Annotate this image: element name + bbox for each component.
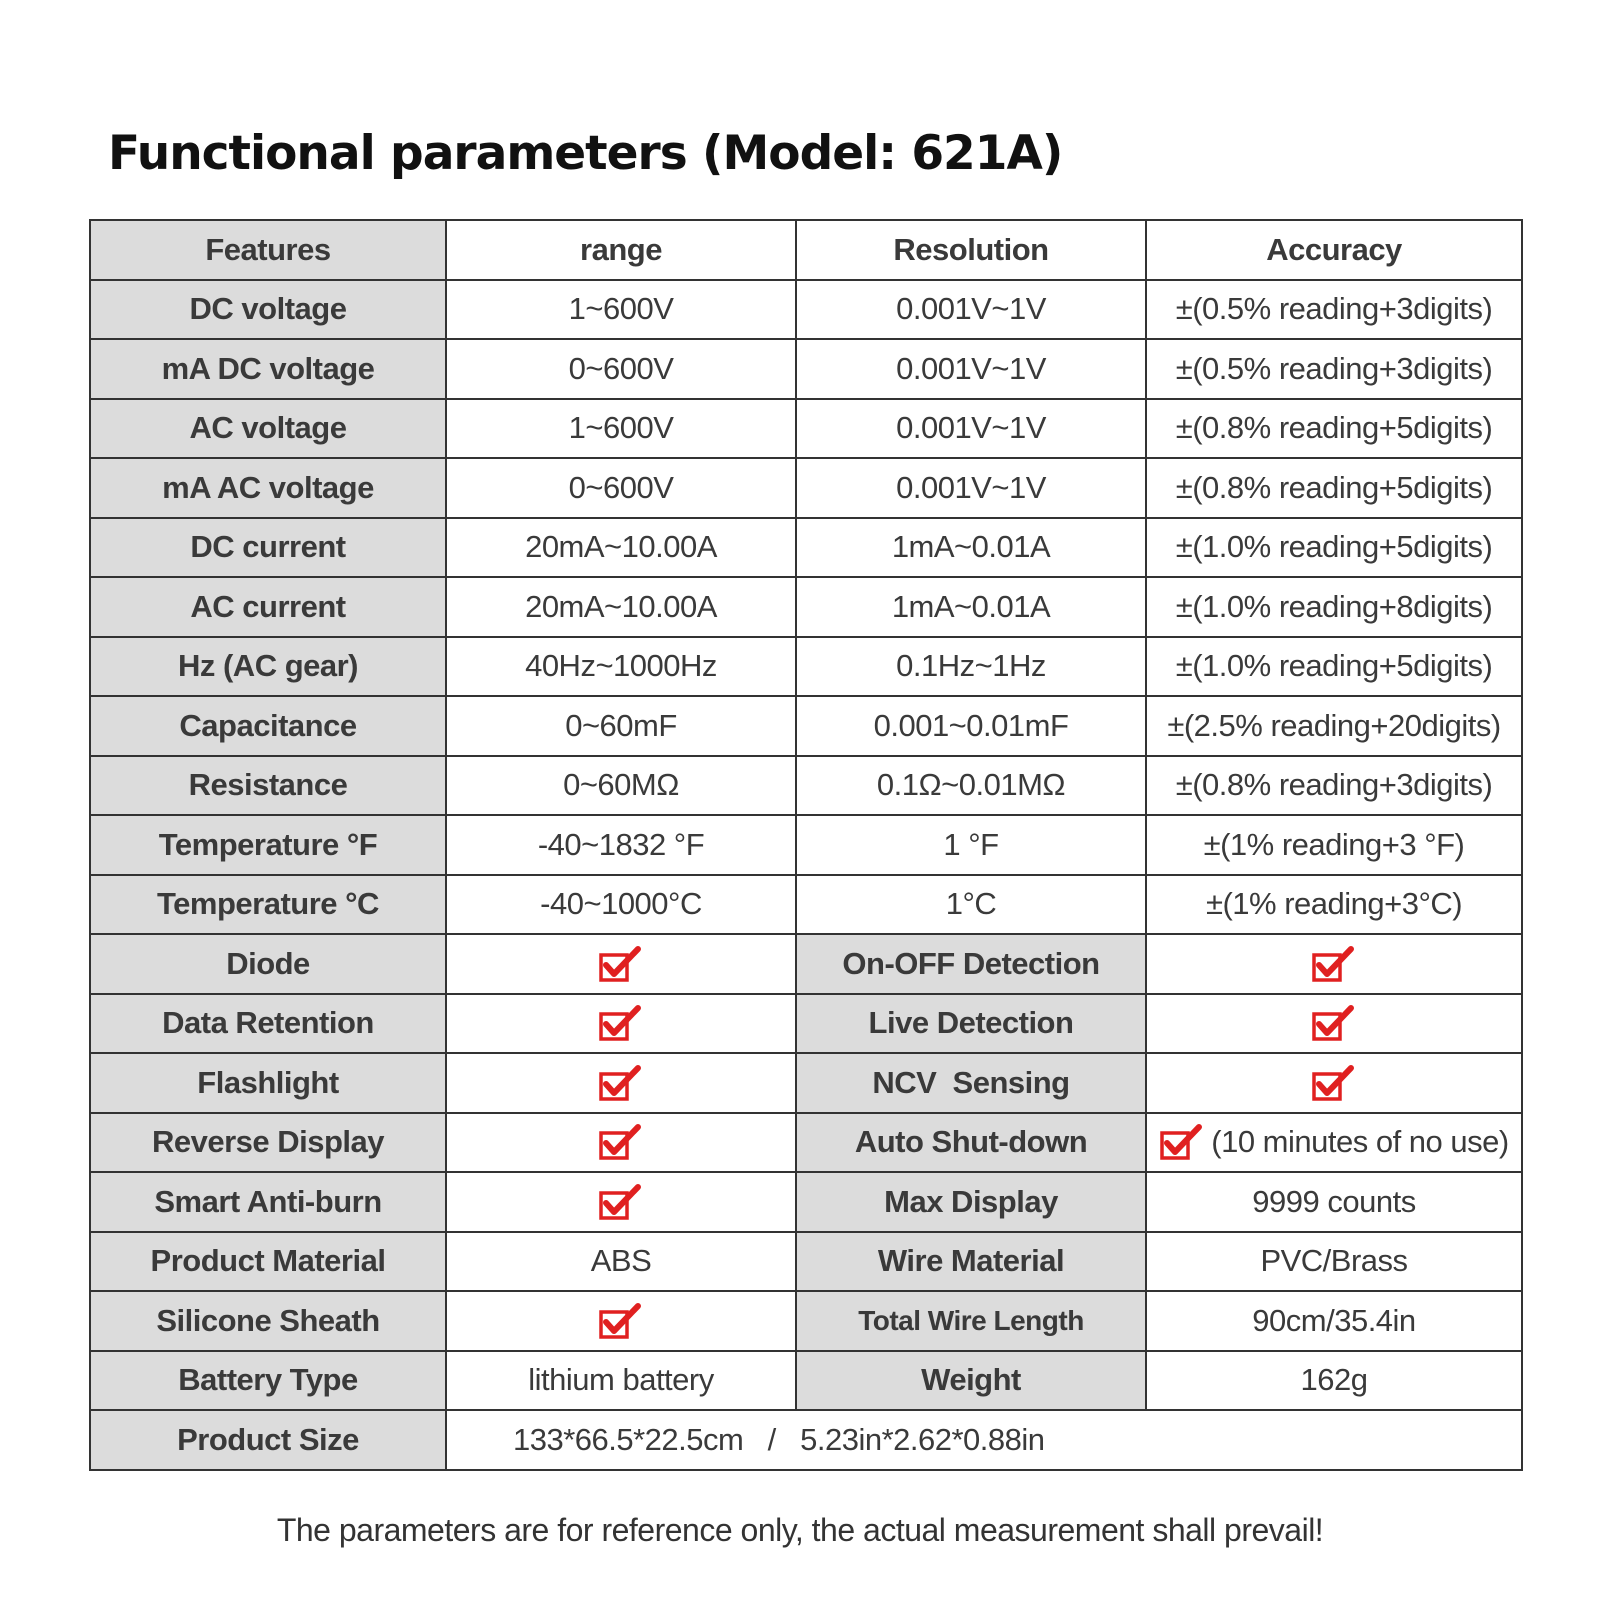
checkbox-checked-icon [598, 1182, 644, 1222]
diode-value [446, 934, 796, 994]
feature-product-size: Product Size [90, 1410, 446, 1470]
table-row [90, 1172, 1522, 1232]
range-value: 0~60MΩ [446, 756, 796, 816]
feature-name: Capacitance [90, 696, 446, 756]
smart-anti-burn-value [446, 1172, 796, 1232]
feature-name: AC current [90, 577, 446, 637]
checkbox-checked-icon [598, 1003, 644, 1043]
accuracy-value: ±(1% reading+3°C) [1146, 875, 1522, 935]
data-retention-value [446, 994, 796, 1054]
feature-weight: Weight [796, 1351, 1146, 1411]
resolution-value: 0.001V~1V [796, 280, 1146, 340]
feature-name: mA AC voltage [90, 458, 446, 518]
table-row [90, 280, 1522, 340]
accuracy-value: ±(0.5% reading+3digits) [1146, 339, 1522, 399]
header-resolution: Resolution [796, 220, 1146, 280]
feature-name: DC current [90, 518, 446, 578]
resolution-value: 0.1Hz~1Hz [796, 637, 1146, 697]
battery-type-value: lithium battery [446, 1351, 796, 1411]
range-value: 0~60mF [446, 696, 796, 756]
checkbox-checked-icon [598, 1122, 644, 1162]
feature-max-display: Max Display [796, 1172, 1146, 1232]
table-row [90, 1232, 1522, 1292]
max-display-value: 9999 counts [1146, 1172, 1522, 1232]
table-row [90, 934, 1522, 994]
auto-shutdown-value [1146, 1113, 1522, 1173]
weight-value: 162g [1146, 1351, 1522, 1411]
table-row [90, 756, 1522, 816]
table-row [90, 458, 1522, 518]
feature-on-off-detection: On-OFF Detection [796, 934, 1146, 994]
feature-data-retention: Data Retention [90, 994, 446, 1054]
range-value: 20mA~10.00A [446, 577, 796, 637]
checkbox-checked-icon [1311, 944, 1357, 984]
accuracy-value: ±(0.8% reading+3digits) [1146, 756, 1522, 816]
feature-reverse-display: Reverse Display [90, 1113, 446, 1173]
resolution-value: 0.001V~1V [796, 339, 1146, 399]
table-row [90, 994, 1522, 1054]
feature-name: DC voltage [90, 280, 446, 340]
checkbox-checked-icon [598, 944, 644, 984]
feature-name: Temperature °C [90, 875, 446, 935]
table-row [90, 577, 1522, 637]
feature-name: Resistance [90, 756, 446, 816]
checkbox-checked-icon [1159, 1122, 1205, 1162]
feature-name: mA DC voltage [90, 339, 446, 399]
table-row [90, 399, 1522, 459]
flashlight-value [446, 1053, 796, 1113]
total-wire-length-value: 90cm/35.4in [1146, 1291, 1522, 1351]
accuracy-value: ±(1.0% reading+8digits) [1146, 577, 1522, 637]
resolution-value: 1 °F [796, 815, 1146, 875]
checkbox-checked-icon [1311, 1063, 1357, 1103]
feature-name: AC voltage [90, 399, 446, 459]
parameters-table [89, 219, 1523, 1471]
range-value: 1~600V [446, 399, 796, 459]
accuracy-value: ±(0.5% reading+3digits) [1146, 280, 1522, 340]
feature-battery-type: Battery Type [90, 1351, 446, 1411]
header-features: Features [90, 220, 446, 280]
resolution-value: 1mA~0.01A [796, 577, 1146, 637]
resolution-value: 0.001~0.01mF [796, 696, 1146, 756]
feature-product-material: Product Material [90, 1232, 446, 1292]
header-accuracy: Accuracy [1146, 220, 1522, 280]
live-detection-value [1146, 994, 1522, 1054]
table-row [90, 1351, 1522, 1411]
table-row [90, 875, 1522, 935]
table-row [90, 1291, 1522, 1351]
checkbox-checked-icon [1311, 1003, 1357, 1043]
resolution-value: 1mA~0.01A [796, 518, 1146, 578]
resolution-value: 0.1Ω~0.01MΩ [796, 756, 1146, 816]
resolution-value: 0.001V~1V [796, 399, 1146, 459]
accuracy-value: ±(1.0% reading+5digits) [1146, 637, 1522, 697]
auto-shutdown-note: (10 minutes of no use) [1211, 1124, 1509, 1160]
feature-name: Temperature °F [90, 815, 446, 875]
feature-live-detection: Live Detection [796, 994, 1146, 1054]
table-row [90, 1053, 1522, 1113]
table-row [90, 696, 1522, 756]
range-value: 40Hz~1000Hz [446, 637, 796, 697]
table-row [90, 1113, 1522, 1173]
feature-auto-shutdown: Auto Shut-down [796, 1113, 1146, 1173]
table-row [90, 1410, 1522, 1470]
product-material-value: ABS [446, 1232, 796, 1292]
wire-material-value: PVC/Brass [1146, 1232, 1522, 1292]
on-off-detection-value [1146, 934, 1522, 994]
range-value: 20mA~10.00A [446, 518, 796, 578]
range-value: 1~600V [446, 280, 796, 340]
resolution-value: 0.001V~1V [796, 458, 1146, 518]
silicone-sheath-value [446, 1291, 796, 1351]
accuracy-value: ±(0.8% reading+5digits) [1146, 399, 1522, 459]
parameters-table-body [90, 220, 1522, 1470]
header-range: range [446, 220, 796, 280]
ncv-sensing-value [1146, 1053, 1522, 1113]
table-header-row [90, 220, 1522, 280]
product-size-value: 133*66.5*22.5cm / 5.23in*2.62*0.88in [446, 1410, 1522, 1470]
accuracy-value: ±(0.8% reading+5digits) [1146, 458, 1522, 518]
reverse-display-value [446, 1113, 796, 1173]
feature-wire-material: Wire Material [796, 1232, 1146, 1292]
checkbox-checked-icon [598, 1301, 644, 1341]
table-row [90, 339, 1522, 399]
range-value: 0~600V [446, 458, 796, 518]
table-row [90, 637, 1522, 697]
resolution-value: 1°C [796, 875, 1146, 935]
feature-silicone-sheath: Silicone Sheath [90, 1291, 446, 1351]
feature-smart-anti-burn: Smart Anti-burn [90, 1172, 446, 1232]
checkbox-checked-icon [598, 1063, 644, 1103]
feature-total-wire-length: Total Wire Length [796, 1291, 1146, 1351]
disclaimer-note: The parameters are for reference only, the actual measurement shall prevail! [276, 1512, 1324, 1548]
accuracy-value: ±(1.0% reading+5digits) [1146, 518, 1522, 578]
accuracy-value: ±(2.5% reading+20digits) [1146, 696, 1522, 756]
range-value: -40~1000°C [446, 875, 796, 935]
feature-name: Hz (AC gear) [90, 637, 446, 697]
range-value: -40~1832 °F [446, 815, 796, 875]
table-row [90, 815, 1522, 875]
feature-ncv-sensing: NCV Sensing [796, 1053, 1146, 1113]
range-value: 0~600V [446, 339, 796, 399]
accuracy-value: ±(1% reading+3 °F) [1146, 815, 1522, 875]
table-row [90, 518, 1522, 578]
feature-diode: Diode [90, 934, 446, 994]
feature-flashlight: Flashlight [90, 1053, 446, 1113]
page-title: Functional parameters (Model: 621A) [108, 126, 1063, 181]
